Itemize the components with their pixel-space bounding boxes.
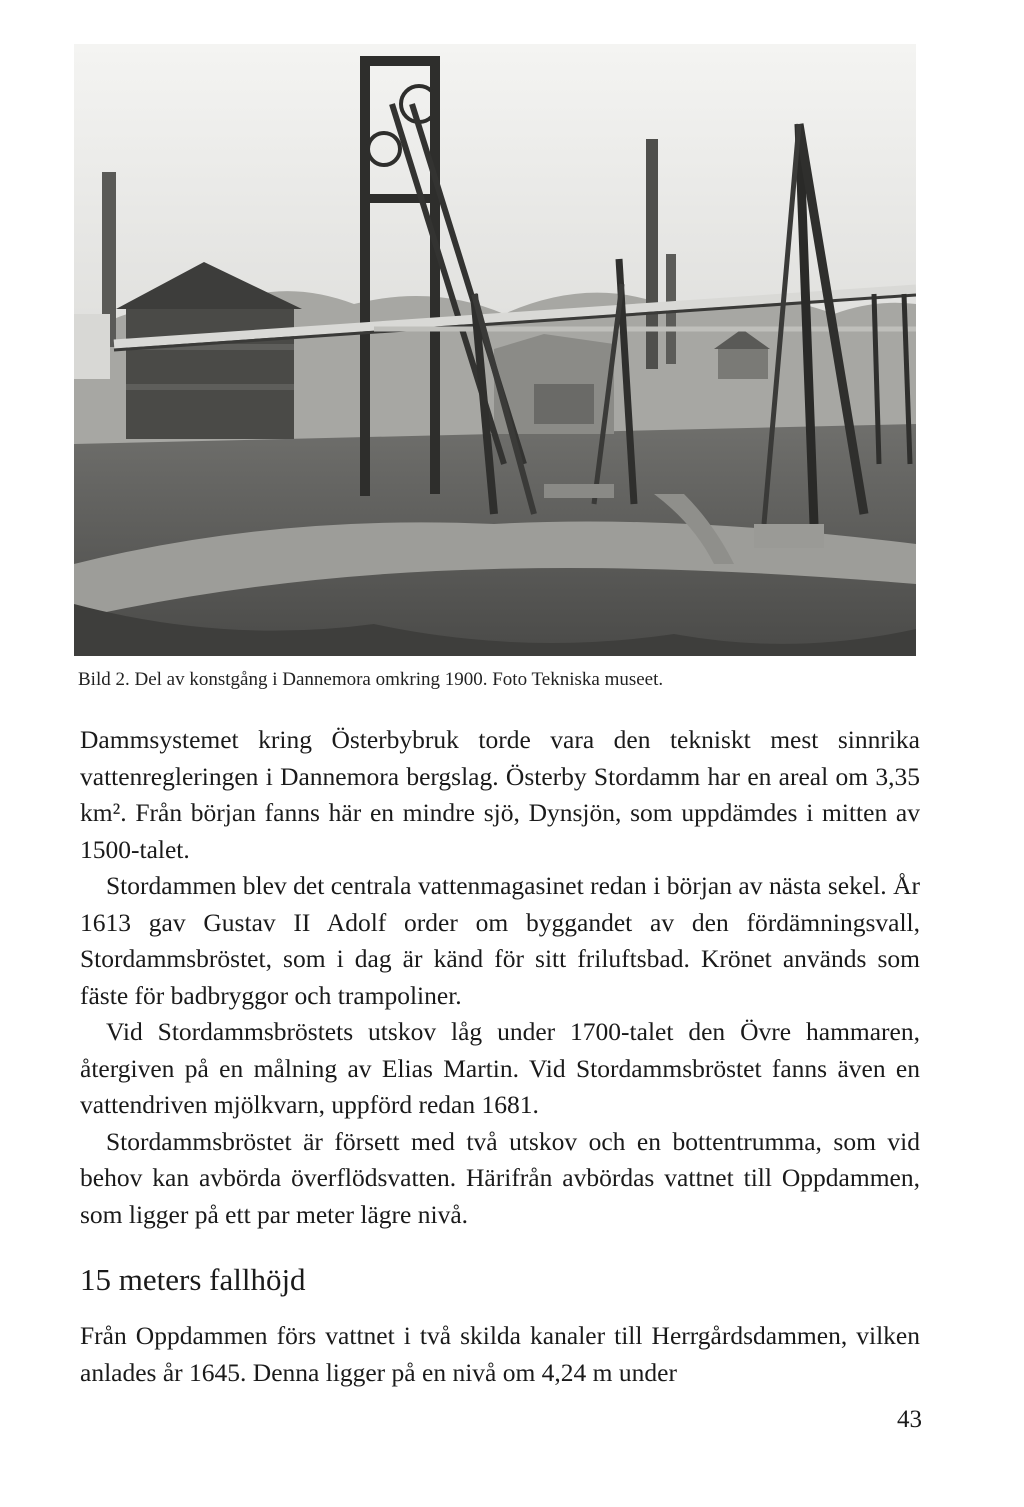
paragraph: Vid Stordammsbröstets utskov låg under 1700-talet den Övre hammaren, återgiven på en målning av Elias Martin. Vid Stordammsbröstet fanns även en vattendriven mjölkvarn, uppförd redan 1681.	[80, 1017, 920, 1119]
photo-illustration	[74, 44, 916, 656]
paragraph: Stordammsbröstet är försett med två utskov och en bottentrumma, som vid behov kan avbörda överflödsvatten. Härifrån avbördas vattnet till Oppdammen, som ligger på ett par meter lägre nivå.	[80, 1126, 920, 1229]
paragraph: Dammsystemet kring Österbybruk torde vara den tekniskt mest sinnrika vattenregleringen i Dannemora bergslag. Österby Stordamm har en areal om 3,35 km². Från början fanns här en mindre sjö, Dynsjön, som uppdämdes i mitten av 1500-talet.	[80, 725, 920, 864]
historical-photo	[74, 44, 916, 656]
page-number: 43	[897, 1406, 922, 1433]
section-paragraph: Från Oppdammen förs vattnet i två skilda kanaler till Herrgårdsdammen, vilken anlades år 1645. Denna ligger på en nivå om 4,24 m under	[80, 1321, 920, 1387]
section-heading: 15 meters fallhöjd	[80, 1262, 306, 1297]
figure-caption: Bild 2. Del av konstgång i Dannemora omkring 1900. Foto Tekniska museet.	[78, 669, 664, 690]
paragraph: Stordammen blev det centrala vattenmagasinet redan i början av nästa sekel. År 1613 gav Gustav II Adolf order om byggandet av den fördämningsvall, Stordammsbröstet, som i dag är känd för sitt friluftsbad. Krönet används som fäste för badbryggor och trampoliner.	[80, 871, 920, 1010]
body-text	[80, 722, 920, 1233]
